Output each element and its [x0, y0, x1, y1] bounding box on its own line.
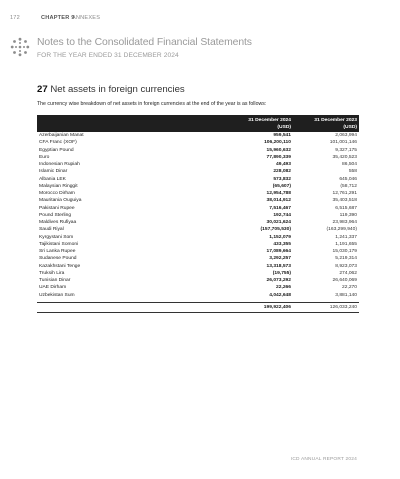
- note-intro: The currency wise breakdown of net assets in foreign currencies at the end of the year is as follows:: [37, 101, 267, 107]
- table-row: [37, 132, 359, 139]
- value-2024: 3,292,257: [269, 256, 291, 262]
- value-2024: (157,705,530): [260, 227, 291, 233]
- value-2024: 26,073,292: [266, 278, 291, 283]
- value-2024: 4,042,648: [269, 292, 291, 298]
- value-2024: (65,607): [272, 183, 291, 189]
- value-2023: 645,046: [339, 176, 357, 182]
- value-2024: (19,755): [272, 270, 291, 276]
- value-2024: 106,200,110: [264, 140, 291, 146]
- table-row: [37, 212, 359, 219]
- running-header: [0, 13, 400, 25]
- table-row: [37, 161, 359, 168]
- value-2023: 35,403,518: [332, 198, 357, 204]
- table-total-row: [37, 302, 359, 312]
- currency-name: CFA Franc (XOF): [39, 140, 77, 146]
- value-2024: 12,954,788: [266, 191, 291, 196]
- column-header-currency: [37, 115, 227, 132]
- table-row: [37, 139, 359, 146]
- column-header-2023: 31 December 2023 (USD): [293, 115, 359, 132]
- value-2024: 192,744: [273, 212, 291, 218]
- table-row: [37, 205, 359, 212]
- document-title: Notes to the Consolidated Financial Statements: [37, 37, 252, 48]
- currency-name: Morocco Dirham: [39, 191, 75, 196]
- currency-name: Tajikistani Somoni: [39, 241, 79, 247]
- table-row: [37, 234, 359, 241]
- currency-name: Islamic Dinar: [39, 169, 68, 175]
- value-2023: 1,191,655: [335, 241, 357, 247]
- currency-name: Tunisian Dinar: [39, 278, 71, 283]
- value-2023: 26,640,069: [332, 278, 357, 283]
- value-2024: 30,021,624: [266, 220, 291, 225]
- note-title: Net assets in foreign currencies: [50, 84, 185, 95]
- value-2024: 38,014,912: [266, 198, 291, 204]
- table-row: [37, 255, 359, 262]
- value-2024: 77,890,339: [266, 154, 291, 160]
- currency-name: Kyrgystani Som: [39, 234, 74, 240]
- value-2023: 119,390: [339, 212, 357, 218]
- table-row: [37, 190, 359, 197]
- value-2024: 1,152,079: [269, 234, 291, 240]
- value-2024: 49,493: [276, 162, 291, 167]
- currency-name: Euro: [39, 154, 50, 160]
- note-heading: [37, 84, 185, 95]
- value-2024: 17,089,664: [266, 249, 291, 254]
- currency-net-assets-table: [37, 115, 359, 313]
- currency-name: UAE Dirham: [39, 285, 67, 291]
- currency-name: Malaysian Ringgit: [39, 183, 78, 189]
- table-row: [37, 219, 359, 226]
- value-2023: 2,063,994: [335, 133, 357, 138]
- table-row: [37, 197, 359, 204]
- currency-name: Pakistani Rupee: [39, 205, 75, 211]
- table-row: [37, 270, 359, 277]
- table-row: [37, 176, 359, 183]
- total-2024: 199,922,406: [227, 302, 293, 312]
- icd-logo-icon: [10, 37, 30, 57]
- table-row: [37, 292, 359, 299]
- document-subtitle: FOR THE YEAR ENDED 31 DECEMBER 2024: [37, 52, 179, 59]
- value-2024: 433,355: [273, 241, 291, 247]
- currency-name: Egyptian Pound: [39, 147, 74, 153]
- value-2024: 13,318,573: [266, 263, 291, 269]
- table-row: [37, 248, 359, 255]
- value-2023: 22,270: [342, 285, 357, 291]
- currency-name: Saudi Riyal: [39, 227, 64, 233]
- value-2023: 12,761,291: [332, 191, 357, 196]
- note-number: 27: [37, 84, 48, 95]
- section-label: ANNEXES: [72, 15, 101, 21]
- currency-name: Sudanese Pound: [39, 256, 77, 262]
- value-2024: 959,541: [273, 133, 291, 138]
- value-2024: 22,266: [276, 285, 291, 291]
- value-2023: 8,923,073: [335, 263, 357, 269]
- table-row: [37, 284, 359, 291]
- currency-name: Azerbaijanian Manat: [39, 133, 84, 138]
- currency-name: Kazakhstani Tenge: [39, 263, 81, 269]
- table-row: [37, 183, 359, 190]
- currency-name: Maldives Rufiyaa: [39, 220, 77, 225]
- value-2023: 3,881,140: [335, 292, 357, 298]
- value-2024: 573,832: [273, 176, 291, 182]
- table-header-row: [37, 115, 359, 132]
- table-row: [37, 277, 359, 284]
- table-row: [37, 154, 359, 161]
- value-2023: 23,983,964: [332, 220, 357, 225]
- value-2024: 228,082: [273, 169, 291, 175]
- table-row: [37, 168, 359, 175]
- value-2023: (163,299,940): [326, 227, 357, 233]
- value-2023: 35,420,523: [332, 154, 357, 160]
- value-2023: 101,001,146: [329, 140, 357, 146]
- value-2023: 558: [348, 169, 357, 175]
- currency-name: Uzbekistan Sum: [39, 292, 75, 298]
- value-2023: 274,062: [339, 270, 357, 276]
- total-2023: 126,033,240: [293, 302, 359, 312]
- value-2023: 86,504: [342, 162, 357, 167]
- table-row: [37, 226, 359, 233]
- value-2023: 5,219,314: [335, 256, 357, 262]
- running-footer: ICD ANNUAL REPORT 2024: [290, 457, 357, 462]
- table-row: [37, 147, 359, 154]
- column-header-2024: 31 December 2024 (USD): [227, 115, 293, 132]
- value-2023: 15,030,179: [332, 249, 357, 254]
- currency-name: Mauritania Ouguiya: [39, 198, 82, 204]
- table-row: [37, 241, 359, 248]
- currency-name: Sri Lanka Rupee: [39, 249, 76, 254]
- value-2023: (58,712: [340, 183, 357, 189]
- value-2023: 1,241,337: [335, 234, 357, 240]
- chapter-label: CHAPTER 9: [41, 15, 75, 21]
- currency-name: Pound Sterling: [39, 212, 72, 218]
- currency-name: Truksih Lira: [39, 270, 65, 276]
- value-2023: 6,515,687: [335, 205, 357, 211]
- table-row: [37, 263, 359, 270]
- currency-name: Albania LEK: [39, 176, 66, 182]
- total-label: [37, 302, 227, 312]
- value-2023: 9,327,175: [335, 147, 357, 153]
- page-number: 172: [10, 15, 20, 21]
- value-2024: 15,960,632: [266, 147, 291, 153]
- currency-name: Indonesian Rupiah: [39, 162, 80, 167]
- value-2024: 7,516,467: [269, 205, 291, 211]
